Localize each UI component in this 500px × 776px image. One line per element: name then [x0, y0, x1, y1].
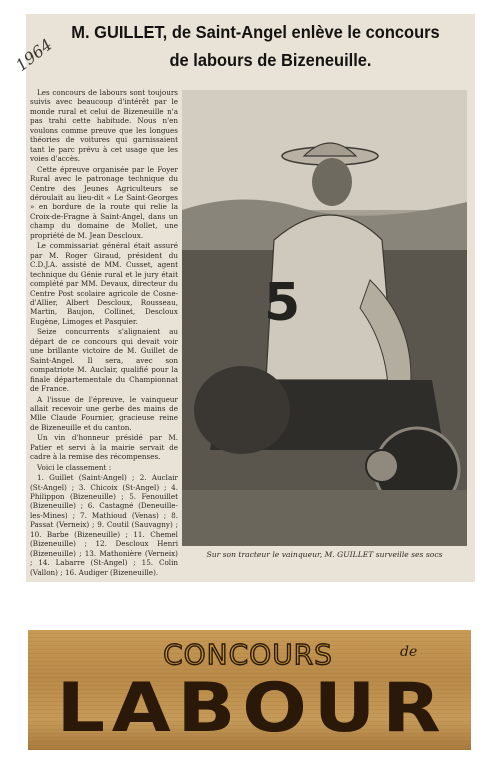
- article-column: [30, 88, 178, 582]
- article-paragraph: Le commissariat général était assuré par M. Roger Giraud, président du C.D.J.A. assisté de MM. Cusset, agent technique du Génie rural et le jury était complété par MM. Devaux, directeur du Centre Post scolaire agricole de Cosne-d'Allier, Albert Descloux, Rousseau, Martin, Baujon, Collinet, Descloux Eugène, Limoges et Pasquier.: [30, 241, 178, 326]
- handwritten-year: 1964: [12, 34, 56, 75]
- headline: [26, 14, 475, 86]
- article-paragraph: Les concours de labours sont toujours suivis avec beaucoup d'intérêt par le monde rural et celui de Bizeneuille n'a pas trahi cette habitude. Nous n'en voulons comme preuve que les longues théories de voitures qui garnissaient tant le parc prévu à cet usage que les voies d'accès.: [30, 88, 178, 164]
- ranking-list: 1. Guillet (Saint-Angel) ; 2. Auclair (St-Angel) ; 3. Chicoix (St-Angel) ; 4. Philippon (Bizeneuille) ; 5. Fenouillet (Bizeneuille) ; 6. Castagné (Deneuille-les-Mines) ; 7. Mathioud (Venas) ; 8. Passat (Verneix) ; 9. Coutil (Sauvagny) ; 10. Barbe (Bizeneuille) ; 11. Chemel (Bizeneuille) ; 12. Descloux Henri (Bizeneuille) ; 13. Mathonière (Verneix) ; 14. Labarre (St-Angel) ; 15. Colin (Vallon) ; 16. Audiger (Bizeneuille).: [30, 473, 178, 577]
- tractor-photo: [182, 90, 467, 546]
- article-paragraph: A l'issue de l'épreuve, le vainqueur allait recevoir une gerbe des mains de Mlle Claude Fournier, gracieuse reine de Bizeneuille et du canton.: [30, 394, 178, 432]
- tractor-number: 5: [264, 273, 301, 333]
- newspaper-clipping: [12, 14, 475, 582]
- headline-line-1: M. GUILLET, de Saint-Angel enlève le concours: [71, 22, 440, 42]
- banner-title: CONCOURS: [163, 638, 333, 671]
- banner-small-word: de: [400, 644, 418, 660]
- article-paragraph: Un vin d'honneur présidé par M. Patier et servi à la mairie servait de cadre à la remise des récompenses.: [30, 433, 178, 462]
- banner-big-word: LABOUR: [56, 669, 448, 748]
- article-paragraph: Seize concurrents s'alignaient au départ de ce concours qui devait voir une brillante victoire de M. Guillet de Saint-Angel. Il sera, avec son compatriote M. Auclair, qualifié pour la finale départementale du Championnat de France.: [30, 327, 178, 394]
- photo-caption: Sur son tracteur le vainqueur, M. GUILLET surveille ses socs: [206, 550, 443, 559]
- ranking-heading: Voici le classement :: [37, 462, 112, 472]
- tractor-photo-illustration: [182, 90, 467, 546]
- labour-banner: [28, 630, 471, 750]
- headline-line-2: de labours de Bizeneuille.: [169, 50, 372, 70]
- article-paragraph: Cette épreuve organisée par le Foyer Rural avec le patronage technique du Centre des Jeunes Agriculteurs se déroulait au lieu-dit « Le Saint-Georges » en bordure de la route qui relie la Croix-de-Fragne à Saint-Angel, dans un champ du domaine de Mollet, une propriété de M. Jean Descloux.: [30, 164, 178, 240]
